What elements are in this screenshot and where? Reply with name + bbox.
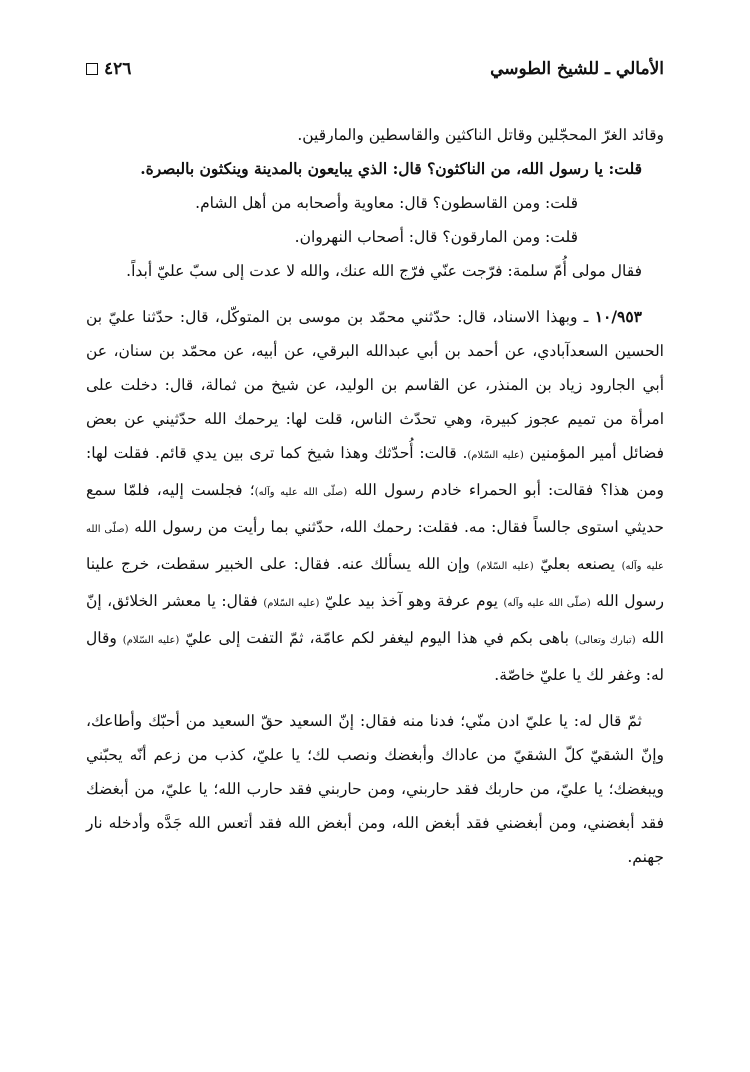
page-number-group — [86, 59, 131, 79]
hadith-number: ١٠/٩٥٣ — [594, 307, 642, 326]
paragraph-4: قلت: ومن المارقون؟ قال: أصحاب النهروان. — [294, 228, 578, 246]
honorific: (صلّى الله عليه وآله) — [254, 487, 348, 498]
page-header — [86, 52, 664, 86]
honorific: (عليه السّلام) — [263, 598, 320, 609]
hadith-text-9: وقال له: وغفر لك يا عليّ خاصّة. — [86, 629, 664, 684]
paragraph-1: وقائد الغرّ المحجّلين وقاتل الناكثين والقاسطين والمارقين. — [297, 126, 664, 144]
paragraph-2: قلت: يا رسول الله، من الناكثون؟ قال: الذي يبايعون بالمدينة وينكثون بالبصرة. — [140, 159, 642, 178]
honorific: (صلّى الله عليه وآله) — [86, 524, 664, 572]
hadith-text-1: ـ وبهذا الاسناد، قال: حدّثني محمّد بن موسى بن المتوكّل، قال: حدّثنا عليّ بن الحسين السعدآبادي، عن أحمد بن أبي عبدالله البرقي، عن أبيه، عن محمّد بن سنان، عن أبي الجارود زياد بن المنذر، عن القاسم بن الوليد، عن شيخ من ثمالة، قال: دخلت على امرأة من تميم عجوز كبيرة، وهي تحدّث الناس، قلت لها: يرحمك الله حدّثيني عن بعض فضائل أمير المؤمنين — [86, 308, 665, 462]
page-body — [86, 118, 664, 874]
honorific: (عليه السّلام) — [476, 561, 534, 572]
hadith-text-4: يصنعه بعليّ — [533, 555, 622, 573]
paragraph-5: فقال مولى أُمّ سلمة: فرّجت عنّي فرّج الله عنك، والله لا عدت إلى سبّ عليّ أبداً. — [126, 262, 642, 280]
hadith-text-5: وإن الله يسألك عنه. فقال: على الخبير سقطت، خرج علينا رسول الله — [86, 555, 664, 610]
hadith-paragraph — [86, 300, 664, 692]
honorific: (عليه السّلام) — [122, 635, 180, 646]
honorific: (عليه السّلام) — [467, 450, 524, 461]
hadith-text-7: فقال: يا معشر الخلائق، إنّ الله — [86, 592, 664, 647]
hadith-text-3: ؛ فجلست إليه، فلمّا سمع حديثي استوى جالساً فقال: مه. فقلت: رحمك الله، حدّثني بما رأيت من رسول الله — [86, 481, 664, 536]
hadith-text-8: باهى بكم في هذا اليوم ليغفر لكم عامّة، ثمّ التفت إلى عليّ — [179, 629, 575, 647]
running-title: الأمالي ـ للشيخ الطوسي — [490, 59, 664, 79]
page-number: ٤٢٦ — [104, 59, 132, 79]
paragraph-7: ثمّ قال له: يا عليّ ادن منّي؛ فدنا منه فقال: إنّ السعيد حقّ السعيد من أحبّك وأطاعك، وإنّ الشقيّ كلّ الشقيّ من عاداك وأبغضك ونصب لك؛ يا عليّ، كذب من زعم أنّه يحبّني ويبغضك؛ يا عليّ، من حاربك فقد حاربني، ومن حاربني فقد حارب الله؛ يا عليّ، من أبغضك فقد أبغضني، ومن أبغضني فقد أبغض الله، ومن أبغض الله فقد أتعس الله جَدَّه وأدخله نار جهنم. — [86, 712, 664, 866]
honorific: (صلّى الله عليه وآله) — [503, 598, 591, 609]
hadith-text-2: . قالت: أُحدّثك وهذا شيخ كما ترى بين يدي قائم. فقلت لها: ومن هذا؟ فقالت: أبو الحمراء خادم رسول الله — [86, 444, 664, 499]
hadith-text-6: يوم عرفة وهو آخذ بيد عليّ — [319, 592, 504, 610]
square-box-icon — [86, 63, 98, 75]
paragraph-3: قلت: ومن القاسطون؟ قال: معاوية وأصحابه من أهل الشام. — [195, 194, 578, 212]
honorific: (تبارك وتعالى) — [574, 635, 636, 646]
